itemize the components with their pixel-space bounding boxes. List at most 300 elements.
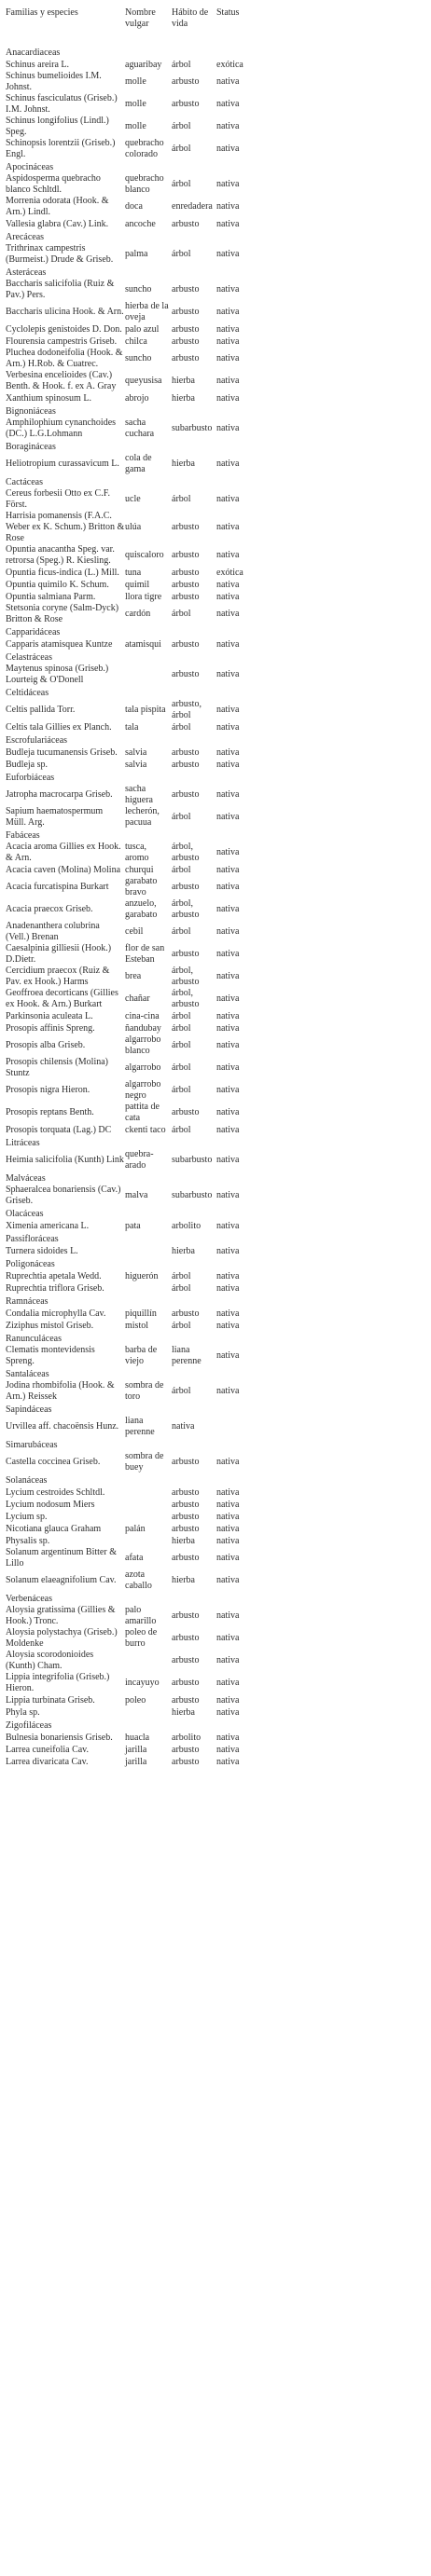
species-row (0, 1035, 431, 1057)
life-habit (172, 230, 211, 243)
common-name (125, 664, 172, 686)
common-name: molle (125, 121, 146, 131)
common-name: brea (125, 971, 142, 981)
species-row (0, 173, 431, 196)
species-row (0, 1345, 431, 1367)
life-habit: árbol (172, 609, 191, 619)
status (211, 1207, 431, 1220)
species-row (0, 1706, 431, 1719)
life-habit: hierba (172, 376, 195, 386)
family-name: Bignoniáceas (6, 405, 56, 417)
common-name: tusca, aromo (125, 842, 149, 863)
common-name: pattita de cata (125, 1102, 160, 1123)
family-name: Verbenáceas (6, 1593, 52, 1604)
status (211, 475, 431, 488)
species-name: Pluchea dodoneifolia (Hook. & Arn.) H.Rob. & Cuatrec. (6, 348, 123, 369)
family-name: Cactáceas (6, 476, 43, 487)
species-name: Capparis atamisquea Kuntze (6, 638, 113, 650)
species-row (0, 988, 431, 1010)
status: exótica (216, 567, 243, 578)
status: nativa (216, 1732, 240, 1743)
life-habit (172, 651, 211, 664)
species-name: Bulnesia bonariensis Griseb. (6, 1732, 113, 1743)
table-header (0, 0, 431, 47)
common-name: lecherón, pacuua (125, 806, 160, 828)
life-habit: arbusto (172, 76, 200, 87)
species-name: Lippia integrifolia (Griseb.) Hieron. (6, 1672, 110, 1693)
status: nativa (216, 747, 240, 758)
common-name: sombra de buey (125, 1451, 164, 1473)
common-name: tala (125, 721, 139, 733)
common-name: molle (125, 99, 146, 109)
species-name: Aloysia polystachya (Griseb.) Moldenke (6, 1627, 118, 1649)
life-habit: árbol (172, 1010, 191, 1021)
species-name: Ximenia americana L. (6, 1220, 90, 1231)
status: nativa (216, 971, 240, 981)
life-habit: arbusto (172, 1678, 200, 1688)
species-row (0, 544, 431, 567)
life-habit: árbol (172, 721, 191, 733)
species-row (0, 488, 431, 511)
common-name: palo amarillo (125, 1605, 157, 1626)
life-habit: arbusto (172, 1523, 200, 1534)
species-name: Sphaeralcea bonariensis (Cav.) Griseb. (6, 1185, 121, 1206)
common-name (125, 1473, 172, 1487)
common-name: suncho (125, 284, 152, 295)
species-row (0, 116, 431, 138)
status: nativa (216, 1085, 240, 1095)
status: nativa (216, 121, 240, 131)
common-name: suncho (125, 353, 152, 363)
life-habit: hierba (172, 392, 195, 404)
status: nativa (216, 609, 240, 619)
common-name: palma (125, 249, 148, 259)
species-name: Ruprechtia triflora Griseb. (6, 1282, 104, 1294)
life-habit: árbol (172, 864, 191, 875)
status: nativa (216, 1190, 240, 1200)
status (211, 160, 431, 173)
status (211, 733, 431, 747)
common-name (125, 440, 172, 453)
species-row (0, 1416, 431, 1438)
species-name: Prosopis torquata (Lag.) DC (6, 1124, 112, 1135)
species-row (0, 1694, 431, 1706)
species-name: Opuntia salmiana Parm. (6, 591, 96, 602)
status: nativa (216, 705, 240, 715)
status: nativa (216, 1575, 240, 1585)
status: nativa (216, 1553, 240, 1563)
life-habit: árbol (172, 1386, 191, 1396)
family-row (0, 1473, 431, 1487)
species-name: Castella coccinea Griseb. (6, 1457, 101, 1467)
common-name (125, 1719, 172, 1732)
common-name: liana perenne (125, 1416, 155, 1437)
family-row (0, 230, 431, 243)
common-name: quiscaloro (125, 550, 164, 560)
species-name: Ruprechtia apetala Wedd. (6, 1270, 102, 1281)
common-name (125, 1282, 172, 1295)
life-habit: arbusto (172, 284, 200, 295)
species-row (0, 1220, 431, 1232)
status: nativa (216, 323, 240, 335)
status: nativa (216, 759, 240, 770)
status (211, 1332, 431, 1345)
species-name: Harrisia pomanensis (F.A.C. Weber ex K. Schum.) Britton & Rose (6, 511, 125, 543)
species-name: Celtis tala Gillies ex Planch. (6, 721, 112, 733)
family-name: Poligonáceas (6, 1258, 55, 1269)
common-name: churqui (125, 864, 154, 875)
species-row (0, 370, 431, 392)
status: nativa (216, 459, 240, 469)
status (211, 1232, 431, 1245)
common-name: algarrobo blanco (125, 1035, 161, 1056)
common-name: abrojo (125, 392, 149, 404)
common-name: doca (125, 201, 143, 212)
status (211, 230, 431, 243)
species-row (0, 1569, 431, 1592)
species-row (0, 1185, 431, 1207)
species-row (0, 71, 431, 93)
status: nativa (216, 1610, 240, 1621)
species-name: Aloysia scorodonioides (Kunth) Cham. (6, 1650, 94, 1671)
status: nativa (216, 579, 240, 590)
life-habit: subarbusto (172, 423, 213, 433)
common-name (125, 1499, 172, 1511)
life-habit: arbusto (172, 1655, 200, 1665)
species-row (0, 1499, 431, 1511)
species-row (0, 301, 431, 323)
species-name: Cercidium praecox (Ruiz & Pav. ex Hook.) Harms (6, 966, 110, 987)
status: nativa (216, 721, 240, 733)
species-name: Cereus forbesii Otto ex C.F. Först. (6, 488, 110, 510)
status (211, 404, 431, 418)
species-name: Acacia aroma Gillies ex Hook. & Arn. (6, 842, 121, 863)
life-habit (172, 440, 211, 453)
species-row (0, 1605, 431, 1627)
status: nativa (216, 201, 240, 212)
family-name: Escrofulariáceas (6, 734, 68, 746)
life-habit (172, 1438, 211, 1451)
life-habit: arbusto (172, 1487, 200, 1498)
life-habit: árbol (172, 812, 191, 822)
species-name: Budleja tucumanensis Griseb. (6, 747, 118, 758)
header-status: Status (216, 7, 240, 18)
status: nativa (216, 144, 240, 154)
common-name (125, 1207, 172, 1220)
common-name: piquillín (125, 1308, 157, 1319)
family-name: Malváceas (6, 1172, 46, 1184)
common-name (125, 1136, 172, 1149)
family-row (0, 440, 431, 453)
life-habit: hierba (172, 1535, 195, 1546)
common-name: azota caballo (125, 1569, 152, 1591)
species-row (0, 1672, 431, 1694)
life-habit: arbusto (172, 669, 200, 679)
family-row (0, 1438, 431, 1451)
family-row (0, 404, 431, 418)
status: nativa (216, 522, 240, 532)
species-name: Opuntia anacantha Speg. var. retrorsa (Speg.) R. Kiesling. (6, 544, 115, 566)
common-name (125, 1438, 172, 1451)
life-habit: árbol (172, 1320, 191, 1331)
status: nativa (216, 1694, 240, 1706)
species-name: Sapium haematospermum Müll. Arg. (6, 806, 104, 828)
species-name: Acacia praecox Griseb. (6, 904, 93, 914)
species-row (0, 336, 431, 348)
life-habit: arbusto (172, 1744, 200, 1755)
life-habit (172, 47, 211, 59)
common-name: mistol (125, 1320, 149, 1331)
family-name: Celtidáceas (6, 687, 49, 698)
life-habit: árbol (172, 59, 191, 70)
status: nativa (216, 550, 240, 560)
status: nativa (216, 1245, 240, 1256)
common-name (125, 475, 172, 488)
status (211, 1719, 431, 1732)
common-name: jarilla (125, 1756, 147, 1767)
family-name: Sapindáceas (6, 1404, 52, 1415)
common-name: sombra de toro (125, 1380, 164, 1402)
species-row (0, 138, 431, 160)
family-name: Boragináceas (6, 441, 56, 452)
common-name: quebra-arado (125, 1149, 154, 1171)
species-name: Larrea divaricata Cav. (6, 1756, 89, 1767)
status: nativa (216, 1270, 240, 1281)
species-name: Trithrinax campestris (Burmeist.) Drude & Griseb. (6, 243, 114, 265)
species-row (0, 59, 431, 71)
life-habit (172, 1136, 211, 1149)
species-name: Condalia microphylla Cav. (6, 1308, 106, 1319)
family-row (0, 1232, 431, 1245)
common-name (125, 1511, 172, 1523)
status: nativa (216, 1124, 240, 1135)
life-habit: árbol (172, 1062, 191, 1073)
life-habit: liana perenne (172, 1345, 202, 1366)
species-name: Turnera sidoides L. (6, 1245, 78, 1256)
family-row (0, 733, 431, 747)
species-name: Schinus bumelioides I.M. Johnst. (6, 71, 102, 92)
life-habit: arbolito (172, 1220, 202, 1231)
species-name: Phyla sp. (6, 1706, 40, 1718)
species-row (0, 1487, 431, 1499)
common-name: cina-cina (125, 1010, 160, 1021)
species-row (0, 1282, 431, 1295)
species-row (0, 348, 431, 370)
life-habit: arbusto (172, 579, 200, 590)
species-name: Cyclolepis genistoides D. Don. (6, 323, 122, 335)
common-name (125, 1172, 172, 1185)
status: nativa (216, 1220, 240, 1231)
family-row (0, 686, 431, 699)
life-habit: arbusto (172, 353, 200, 363)
common-name: chilca (125, 336, 147, 347)
status (211, 1592, 431, 1605)
life-habit: arbusto (172, 949, 200, 959)
family-name: Ramnáceas (6, 1295, 49, 1307)
species-name: Schinus fasciculatus (Griseb.) I.M. Johnst. (6, 93, 118, 115)
common-name: ucle (125, 494, 141, 504)
status: nativa (216, 353, 240, 363)
common-name: llora tigre (125, 591, 162, 602)
common-name: ckenti taco (125, 1124, 166, 1135)
status: nativa (216, 1523, 240, 1534)
species-row (0, 511, 431, 544)
common-name: ñandubay (125, 1022, 161, 1034)
life-habit (172, 829, 211, 842)
life-habit (172, 1403, 211, 1416)
species-row (0, 591, 431, 603)
family-name: Simarubáceas (6, 1439, 58, 1450)
header-row (0, 0, 431, 47)
status: nativa (216, 949, 240, 959)
species-name: Prosopis affinis Spreng. (6, 1022, 95, 1034)
common-name: cebil (125, 926, 144, 937)
header-familias-y-especies: Familias y especies (6, 7, 78, 18)
species-name: Schinus longifolius (Lindl.) Speg. (6, 116, 109, 137)
status: nativa (216, 423, 240, 433)
species-row (0, 1102, 431, 1124)
status (211, 1438, 431, 1451)
life-habit: árbol, arbusto (172, 842, 200, 863)
life-habit: arbusto (172, 307, 200, 317)
species-row (0, 1627, 431, 1650)
species-row (0, 196, 431, 218)
life-habit (172, 1332, 211, 1345)
species-row (0, 1650, 431, 1672)
common-name: algarrobo (125, 1062, 161, 1073)
species-row (0, 864, 431, 876)
status: nativa (216, 1535, 240, 1546)
life-habit (172, 1719, 211, 1732)
life-habit: arbusto (172, 1633, 200, 1643)
species-row (0, 664, 431, 686)
life-habit: arbusto (172, 591, 200, 602)
status: nativa (216, 1308, 240, 1319)
common-name (125, 625, 172, 638)
life-habit: arbusto (172, 218, 200, 229)
status: nativa (216, 926, 240, 937)
status: nativa (216, 179, 240, 189)
status (211, 1473, 431, 1487)
common-name (125, 1403, 172, 1416)
status: nativa (216, 591, 240, 602)
common-name (125, 1706, 172, 1719)
family-row (0, 1207, 431, 1220)
common-name: huacla (125, 1732, 150, 1743)
life-habit: árbol (172, 1040, 191, 1050)
status: nativa (216, 1744, 240, 1755)
family-name: Litráceas (6, 1137, 40, 1148)
common-name: quebracho colorado (125, 138, 164, 159)
status: nativa (216, 812, 240, 822)
header-nombre-vulgar: Nombre vulgar (125, 7, 156, 29)
species-row (0, 1308, 431, 1320)
status: nativa (216, 218, 240, 229)
common-name: palán (125, 1523, 146, 1534)
family-name: Zigofiláceas (6, 1720, 52, 1731)
life-habit: arbusto (172, 522, 200, 532)
species-name: Vallesia glabra (Cav.) Link. (6, 218, 109, 229)
common-name: tuna (125, 567, 142, 578)
status: nativa (216, 864, 240, 875)
species-row (0, 93, 431, 116)
header-habito-de-vida: Hábito de vida (172, 7, 209, 29)
life-habit: árbol (172, 179, 191, 189)
family-name: Euforbiáceas (6, 772, 55, 783)
status: nativa (216, 1487, 240, 1498)
species-row (0, 747, 431, 759)
common-name: ancoche (125, 218, 156, 229)
species-name: Flourensia campestris Griseb. (6, 336, 118, 347)
status (211, 47, 431, 59)
common-name (125, 1592, 172, 1605)
life-habit: subarbusto (172, 1190, 213, 1200)
species-name: Anadenanthera colubrina (Vell.) Brenan (6, 921, 100, 942)
status: nativa (216, 392, 240, 404)
status (211, 1257, 431, 1270)
family-row (0, 829, 431, 842)
status (211, 266, 431, 279)
species-row (0, 1149, 431, 1172)
family-row (0, 1332, 431, 1345)
status: nativa (216, 1062, 240, 1073)
species-name: Acacia furcatispina Burkart (6, 882, 109, 892)
species-name: Aloysia gratissima (Gillies & Hook.) Tronc. (6, 1605, 116, 1626)
species-row (0, 1057, 431, 1079)
family-name: Arecáceas (6, 231, 45, 242)
status: nativa (216, 1282, 240, 1294)
family-name: Fabáceas (6, 829, 40, 841)
life-habit: arbusto (172, 1511, 200, 1522)
common-name (125, 230, 172, 243)
common-name: salvia (125, 747, 147, 758)
species-name: Opuntia ficus-indica (L.) Mill. (6, 567, 119, 578)
species-name: Larrea cuneifolia Cav. (6, 1744, 90, 1755)
species-name: Verbesina encelioides (Cav.) Benth. & Hook. f. ex A. Gray (6, 370, 117, 391)
status (211, 440, 431, 453)
species-name: Celtis pallida Torr. (6, 705, 76, 715)
species-row (0, 603, 431, 625)
status: nativa (216, 1107, 240, 1117)
species-name: Schinus areira L. (6, 59, 70, 70)
common-name: sacha cuchara (125, 418, 155, 439)
life-habit: arbusto (172, 1756, 200, 1767)
species-name: Nicotiana glauca Graham (6, 1523, 102, 1534)
life-habit (172, 1257, 211, 1270)
family-row (0, 1367, 431, 1380)
status: nativa (216, 1350, 240, 1361)
family-name: Solanáceas (6, 1474, 48, 1486)
species-row (0, 921, 431, 943)
life-habit (172, 160, 211, 173)
common-name: poleo (125, 1694, 146, 1706)
life-habit: arbusto (172, 1499, 200, 1510)
common-name: chañar (125, 993, 150, 1004)
family-name: Santaláceas (6, 1368, 49, 1379)
family-name: Asteráceas (6, 267, 47, 278)
life-habit: arbusto (172, 747, 200, 758)
species-name: Aspidosperma quebracho blanco Schltdl. (6, 173, 101, 195)
life-habit: hierba (172, 1575, 195, 1585)
life-habit: árbol, arbusto (172, 966, 200, 987)
species-name: Jatropha macrocarpa Griseb. (6, 789, 113, 800)
common-name: anzuelo, garabato (125, 898, 158, 920)
life-habit (172, 1207, 211, 1220)
life-habit: arbusto (172, 336, 200, 347)
species-row (0, 1270, 431, 1282)
family-name: Passifloráceas (6, 1233, 59, 1244)
species-name: Lippia turbinata Griseb. (6, 1694, 95, 1706)
